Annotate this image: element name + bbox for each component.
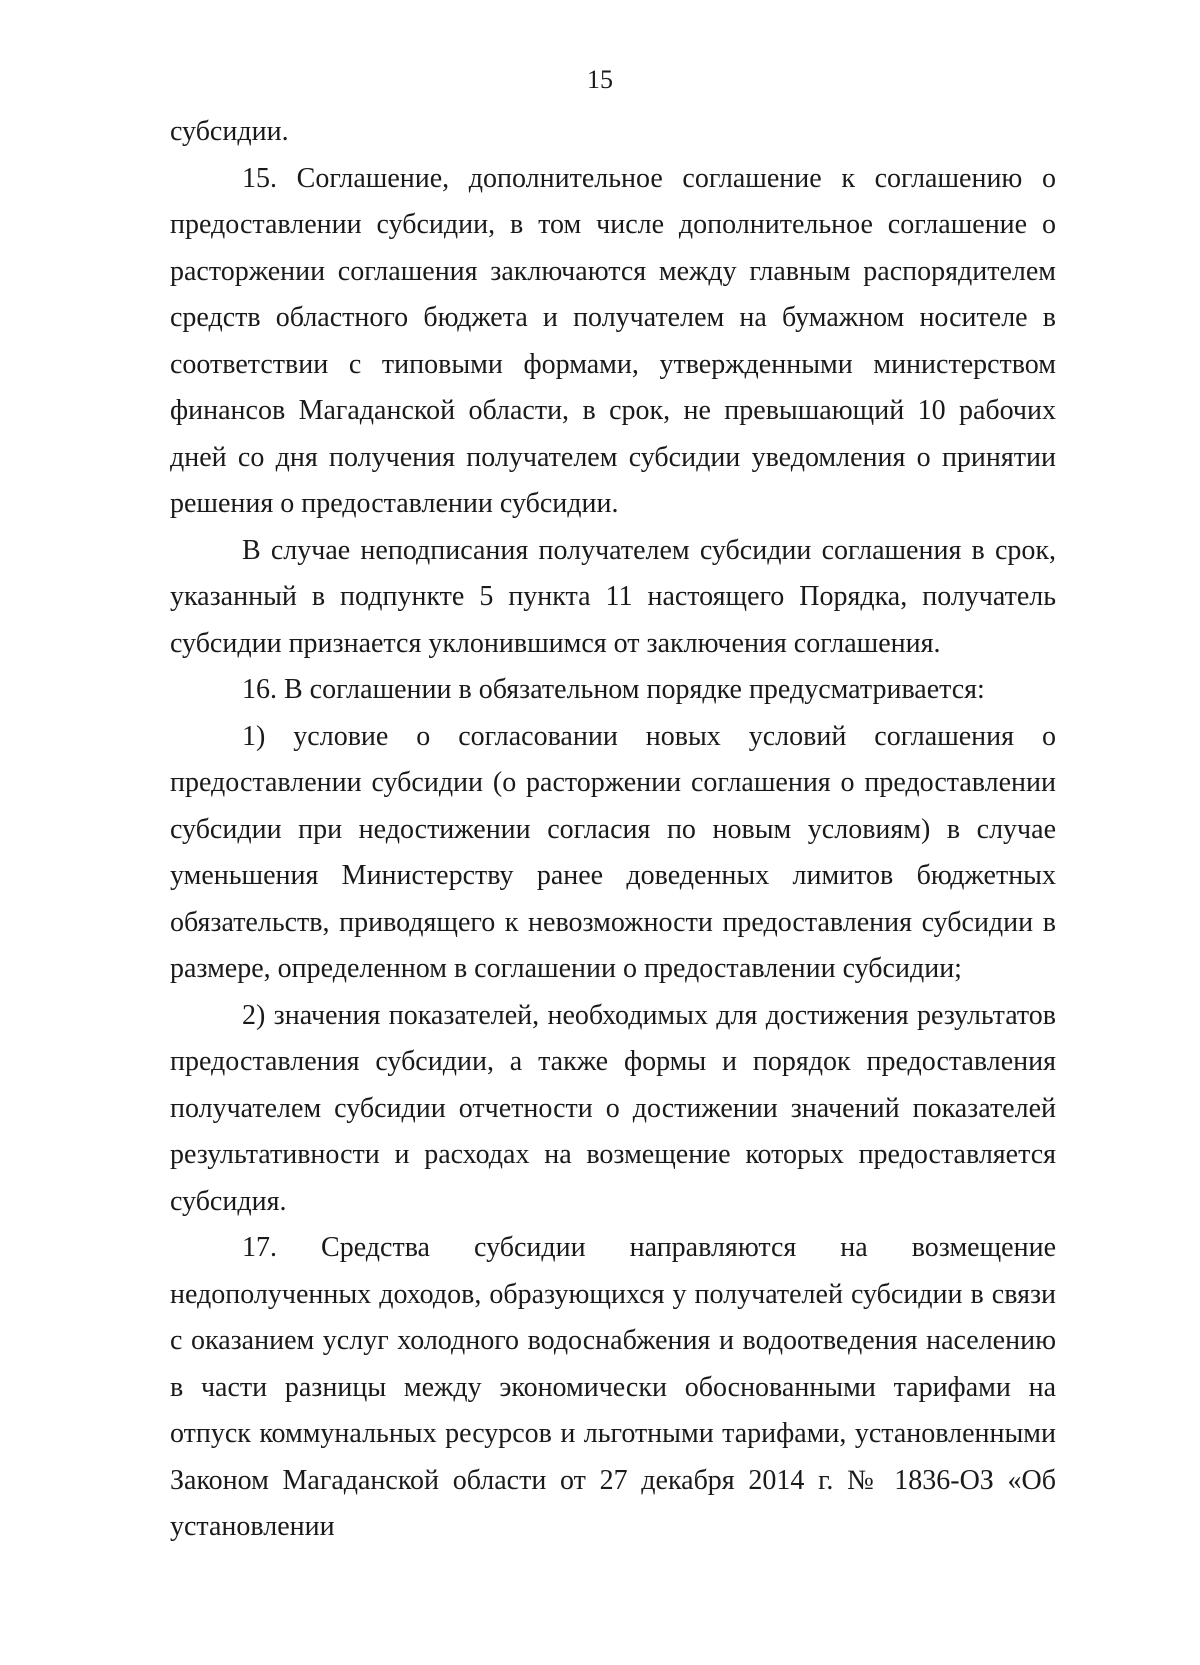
page-number: 15: [587, 65, 613, 94]
paragraph-16: 16. В соглашении в обязательном порядке предусматривается:: [242, 674, 985, 705]
paragraph-continuation: субсидии.: [170, 116, 289, 147]
paragraph-15-refusal: В случае неподписания получателем субсидии соглашения в срок, указанный в подпункте 5 пункта 11 настоящего Порядка, получатель субсидии признается уклонившимся от заключения соглашения.: [170, 534, 1056, 659]
paragraph-15: 15. Соглашение, дополнительное соглашение к соглашению о предоставлении субсидии, в том числе дополнительное соглашение о расторжении соглашения заключаются между главным распорядителем средств областного бюджета и получателем на бумажном носителе в соответствии с типовыми формами, утвержденными министерством финансов Магаданской области, в срок, не превышающий 10 рабочих дней со дня получения получателем субсидии уведомления о принятии решения о предоставлении субсидии.: [170, 162, 1056, 519]
paragraph-16-item-2: 2) значения показателей, необходимых для достижения результатов предоставления субсидии, а также формы и порядок предоставления получателем субсидии отчетности о достижении значений показателей результативности и расходах на возмещение которых предоставляется субсидия.: [170, 999, 1056, 1217]
document-body: [170, 109, 1056, 1551]
paragraph-17: 17. Средства субсидии направляются на возмещение недополученных доходов, образующихся у получателей субсидии в связи с оказанием услуг холодного водоснабжения и водоотведения населению в части разницы между экономически обоснованными тарифами на отпуск коммунальных ресурсов и льготными тарифами, установленными Законом Магаданской области от 27 декабря 2014 г. № 1836-ОЗ «Об установлении: [170, 1232, 1056, 1542]
paragraph-16-item-1: 1) условие о согласовании новых условий соглашения о предоставлении субсидии (о расторжении соглашения о предоставлении субсидии при недостижении согласия по новым условиям) в случае уменьшения Министерству ранее доведенных лимитов бюджетных обязательств, приводящего к невозможности предоставления субсидии в размере, определенном в соглашении о предоставлении субсидии;: [170, 720, 1056, 984]
